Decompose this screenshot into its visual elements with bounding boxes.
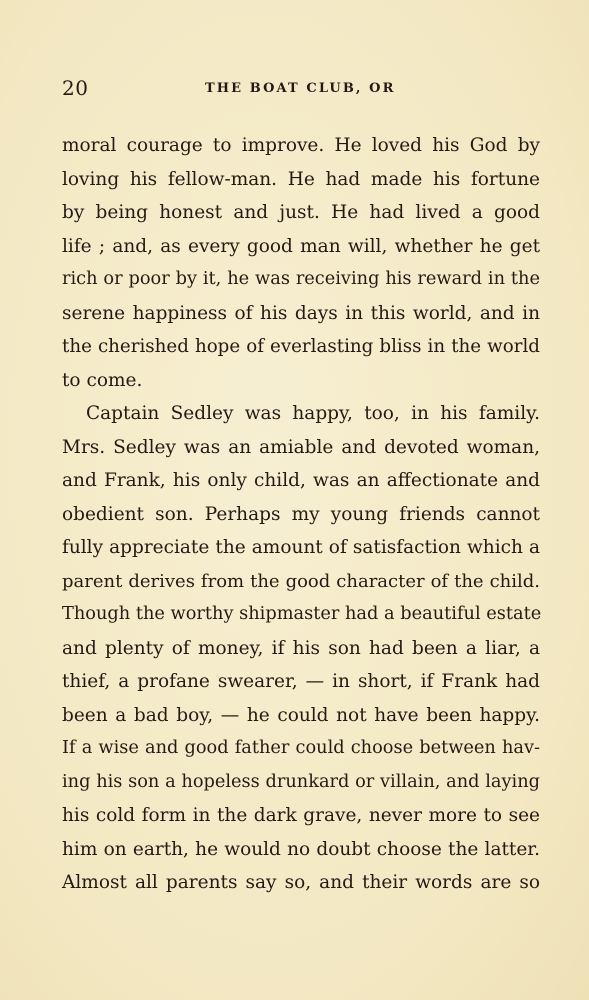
text-line: been a bad boy, — he could not have been happy. bbox=[62, 704, 540, 726]
text-line: fully appreciate the amount of satisfaction which a bbox=[62, 537, 540, 558]
text-line: and plenty of money, if his son had been a liar, a bbox=[62, 637, 540, 659]
text-line: him on earth, he would no doubt choose the latter. bbox=[62, 838, 540, 860]
text-line: moral courage to improve. He loved his God by bbox=[62, 135, 540, 156]
text-line: rich or poor by it, he was receiving his reward in the bbox=[62, 269, 540, 289]
text-line: serene happiness of his days in this world, and in bbox=[62, 302, 540, 324]
text-line: Mrs. Sedley was an amiable and devoted woman, bbox=[62, 436, 540, 458]
text-line: Almost all parents say so, and their words are so bbox=[62, 872, 540, 893]
text-line: Though the worthy shipmaster had a beautiful estate bbox=[62, 604, 542, 624]
text-line: the cherished hope of everlasting bliss in the world bbox=[62, 336, 540, 357]
text-line: Captain Sedley was happy, too, in his family. bbox=[86, 403, 540, 424]
page-header bbox=[62, 74, 540, 102]
text-line: ing his son a hopeless drunkard or villain, and laying bbox=[62, 771, 540, 792]
text-line: obedient son. Perhaps my young friends cannot bbox=[62, 503, 540, 525]
text-line: by being honest and just. He had lived a good bbox=[62, 202, 540, 223]
text-line: his cold form in the dark grave, never more to see bbox=[62, 805, 540, 826]
text-line: and Frank, his only child, was an affectionate and bbox=[62, 470, 540, 491]
text-line: loving his fellow-man. He had made his fortune bbox=[62, 168, 540, 190]
text-line: parent derives from the good character of the child. bbox=[62, 570, 540, 592]
running-head: THE BOAT CLUB, OR bbox=[205, 81, 396, 96]
text-line: thief, a profane swearer, — in short, if Frank had bbox=[62, 671, 540, 692]
text-line: life ; and, as every good man will, whether he get bbox=[62, 235, 540, 257]
page-number: 20 bbox=[62, 76, 89, 100]
text-line: to come. bbox=[62, 369, 143, 391]
body-text bbox=[62, 129, 540, 900]
text-line: If a wise and good father could choose between hav- bbox=[62, 738, 540, 758]
